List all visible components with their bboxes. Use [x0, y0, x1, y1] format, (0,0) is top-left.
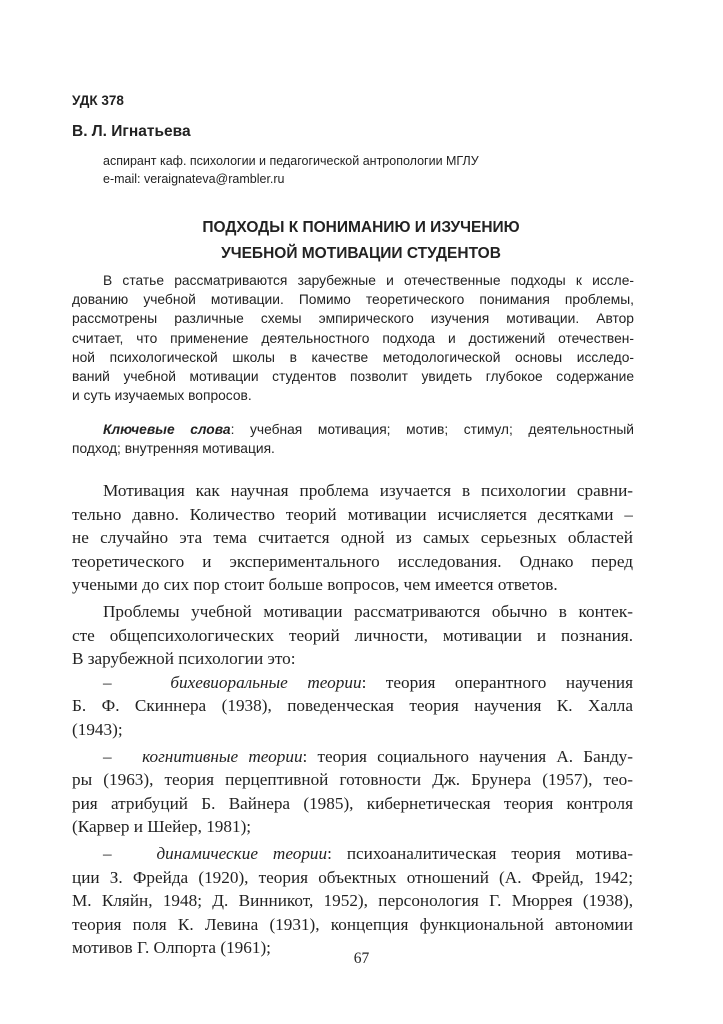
body-line: теория поля К. Левина (1931), концепция функциональной автономии [72, 914, 633, 934]
title-line: ПОДХОДЫ К ПОНИМАНИЮ И ИЗУЧЕНИЮ [202, 219, 520, 236]
abstract-line: рассмотрены различные схемы эмпирического изучения мотивации. Автор [72, 311, 634, 327]
body-line: ры (1963), теория перцептивной готовности Дж. Брунера (1957), тео- [72, 770, 633, 790]
body-line: Проблемы учебной мотивации рассматриваются обычно в контек- [103, 601, 633, 621]
page-number: 67 [353, 950, 370, 967]
body-line: тельно давно. Количество теорий мотивации исчисляется десятками – [72, 504, 633, 524]
body-line: ции З. Фрейда (1920), теория объектных отношений (А. Фрейд, 1942; [72, 867, 633, 887]
body-line: М. Кляйн, 1948; Д. Винникот, 1952), персонология Г. Мюррея (1938), [72, 891, 633, 911]
body-line: рия атрибуций Б. Вайнера (1985), кибернетическая теория контроля [72, 793, 633, 813]
author-name: В. Л. Игнатьева [72, 123, 191, 140]
title-line: УЧЕБНОЙ МОТИВАЦИИ СТУДЕНТОВ [221, 245, 501, 262]
body-line: сте общепсихологических теорий личности, мотивации и познания. [72, 625, 633, 645]
keywords-line: подход; внутренняя мотивация. [72, 441, 275, 457]
body-line: не случайно эта тема считается одной из самых серьезных областей [72, 528, 633, 548]
abstract-line: считает, что применение деятельностного подхода и достижений отечествен- [72, 330, 634, 346]
abstract-line: ной психологической школы в качестве методологической основы исследо- [72, 349, 634, 365]
body-line: Мотивация как научная проблема изучается в психологии сравни- [103, 481, 633, 500]
body-line: учеными до сих пор стоит больше вопросов, чем имеется ответов. [72, 575, 558, 595]
abstract-line: ваний учебной мотивации студентов позволит увидеть глубокое содержание [72, 368, 634, 384]
keywords-line [72, 420, 634, 439]
body-line: Б. Ф. Скиннера (1938), поведенческая теория научения К. Халла [72, 696, 633, 716]
keywords-label: Ключевые слова [103, 422, 231, 437]
abstract [72, 271, 634, 405]
list-term: когнитивные теории [142, 746, 303, 766]
abstract-line: и суть изучаемых вопросов. [72, 388, 252, 404]
affiliation: аспирант каф. психологии и педагогической антропологии МГЛУ [103, 154, 479, 168]
list-text: : теория социального научения А. Банду- [302, 746, 633, 766]
list-text: : психоаналитическая теория мотива- [327, 843, 633, 863]
list-text: : теория оперантного научения [361, 672, 633, 692]
list-dash: – [103, 672, 112, 692]
author-email: e-mail: veraignateva@rambler.ru [103, 172, 285, 186]
article-title [72, 215, 650, 267]
body-line: теоретического и экспериментального исследования. Однако перед [72, 551, 633, 571]
list-item-line [72, 745, 633, 769]
keywords [72, 420, 634, 458]
list-item-line [72, 671, 633, 695]
author-affiliation-block [103, 152, 479, 188]
abstract-line: дованию учебной мотивации. Помимо теоретического понимания проблемы, [72, 292, 634, 308]
udk-code: УДК 378 [72, 93, 124, 108]
body-text [72, 479, 633, 960]
body-line: (Карвер и Шейер, 1981); [72, 817, 252, 837]
list-dash: – [103, 746, 112, 766]
keywords-list: : учебная мотивация; мотив; стимул; деятельностный [230, 422, 634, 437]
list-item-line [72, 842, 633, 866]
abstract-line: В статье рассматриваются зарубежные и отечественные подходы к иссле- [103, 273, 634, 288]
body-line: (1943); [72, 719, 123, 739]
list-dash: – [103, 843, 112, 863]
body-line: В зарубежной психологии это: [72, 649, 296, 669]
body-line: мотивов Г. Олпорта (1961); [72, 938, 271, 958]
list-term: бихевиоральные теории [170, 672, 362, 692]
list-term: динамические теории [156, 843, 328, 863]
